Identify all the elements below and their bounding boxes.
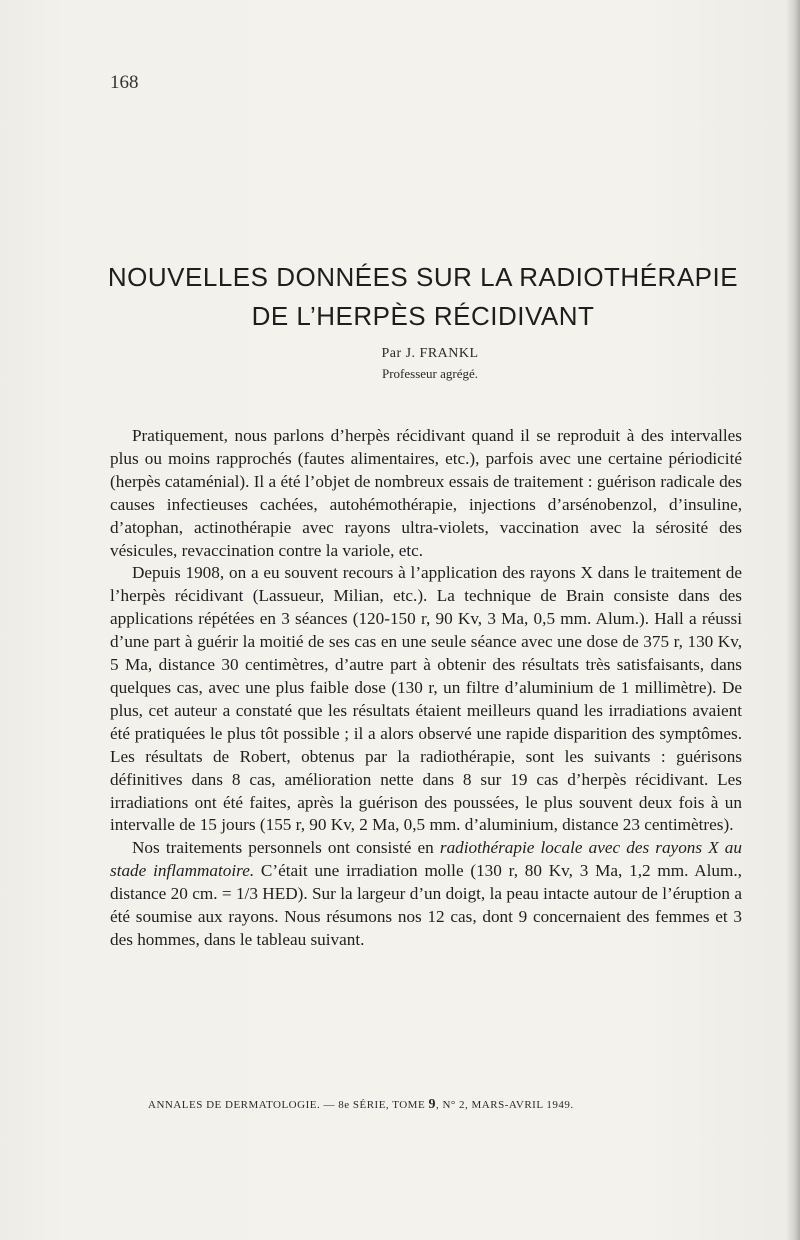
- article-author: Par J. FRANKL: [381, 346, 479, 361]
- author-title: Professeur agrégé.: [381, 366, 478, 381]
- article-title-line-2: DE L’HERPÈS RÉCIDIVANT: [251, 301, 595, 331]
- journal-footer: [148, 1097, 708, 1113]
- article-body: [110, 425, 742, 952]
- paragraph-3-text-before: Nos traitements personnels ont consisté en: [132, 838, 440, 858]
- footer-journal: ANNALES DE DERMATOLOGIE.: [148, 1099, 321, 1111]
- article-title-line-1: NOUVELLES DONNÉES SUR LA RADIOTHÉRAPIE: [107, 262, 739, 292]
- footer-tome: 9: [428, 1097, 436, 1112]
- paragraph-3-text-after: C’était une irradiation molle (130 r, 80 Kv, 3 Ma, 1,2 mm. Alum., distance 20 cm. = 1/3 HED). Sur la largeur d’un doigt, la peau intacte autour de l’éruption a été soumise aux rayons. Nous résumons nos 12 cas, dont 9 concernaient des femmes et 3 des hommes, dans le tableau suivant.: [110, 861, 742, 949]
- paragraph-2: Depuis 1908, on a eu souvent recours à l’application des rayons X dans le traitement de l’herpès récidivant (Lassueur, Milian, etc.). La technique de Brain consiste dans des applications répétées en 3 séances (120-150 r, 90 Kv, 3 Ma, 0,5 mm. Alum.). Hall a réussi d’une part à guérir la moitié de ses cas en une seule séance avec une dose de 375 r, 130 Kv, 5 Ma, distance 30 centimètres, d’autre part à obtenir des résultats très satisfaisants, dans quelques cas, avec une plus faible dose (130 r, un filtre d’aluminium de 1 millimètre). De plus, cet auteur a constaté que les résultats étaient meilleurs quand les irradiations avaient été pratiquées le plus tôt possible ; il a alors observé une rapide disparition des symptômes. Les résultats de Robert, obtenus par la radiothérapie, sont les suivants : guérisons définitives dans 8 cas, amélioration nette dans 8 sur 19 cas d’herpès récidivant. Les irradiations ont été faites, après la guérison des poussées, le plus souvent deux fois à un intervalle de 15 jours (155 r, 90 Kv, 2 Ma, 0,5 mm. d’aluminium, distance 23 centimètres).: [110, 563, 742, 835]
- footer-separator: —: [323, 1099, 335, 1111]
- page-edge-shadow: [786, 0, 800, 1240]
- page-number: 168: [110, 72, 139, 93]
- paragraph-3-italic: radiothérapie locale avec des rayons X au stade inflammatoire.: [110, 838, 742, 881]
- footer-series: 8e SÉRIE, TOME: [338, 1099, 426, 1111]
- paragraph-1: Pratiquement, nous parlons d’herpès récidivant quand il se reproduit à des intervalles plus ou moins rapprochés (fautes alimentaires, etc.), parfois avec une certaine périodicité (herpès cataménial). Il a été l’objet de nombreux essais de traitement : guérison radicale des causes infectieuses cachées, autohémothérapie, injections d’arsénobenzol, d’insuline, d’atophan, actinothérapie avec rayons ultra-violets, vaccination avec la sérosité des vésicules, revaccination contre la variole, etc.: [110, 426, 742, 560]
- footer-issue: , N° 2, MARS-AVRIL 1949.: [435, 1099, 574, 1111]
- paragraph-3: [110, 837, 742, 952]
